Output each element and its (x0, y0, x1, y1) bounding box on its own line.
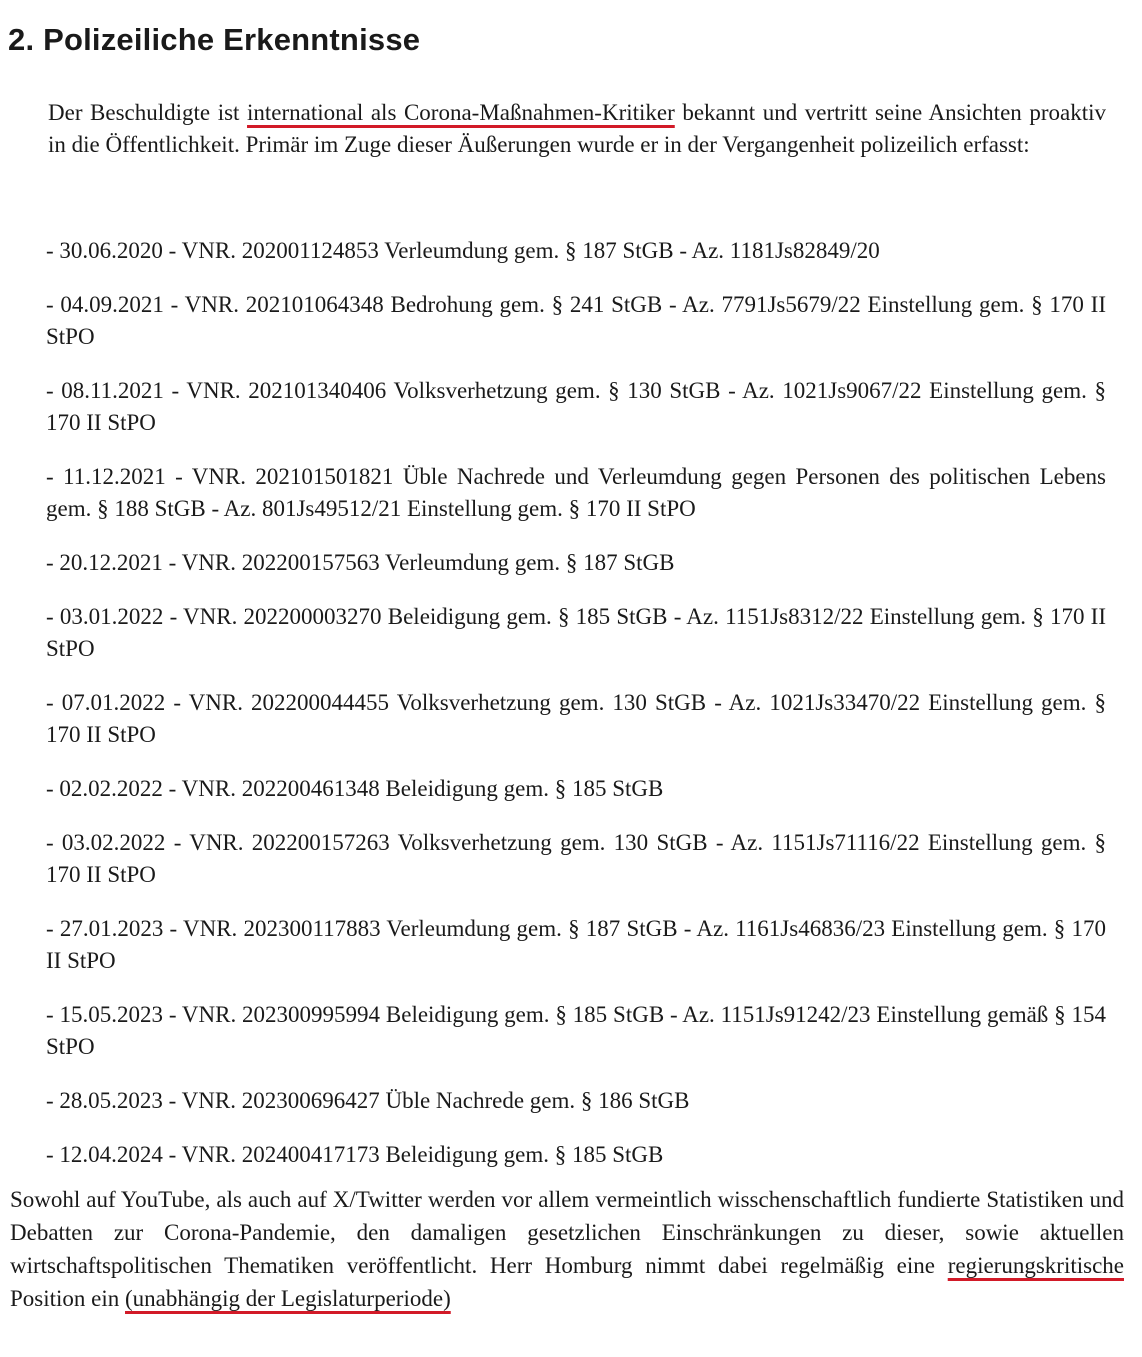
intro-text-end: bekannt und vertritt seine Ansichten proaktiv in die Öffentlichkeit. Primär im Zuge dieser Äußerungen wurde er in der Vergangenheit polizeilich erfasst: (48, 100, 1106, 157)
intro-highlight-underlined: international als Corona-Maßnahmen-Kritiker (247, 100, 675, 125)
record-entry: - 02.02.2022 - VNR. 202200461348 Beleidigung gem. § 185 StGB (46, 776, 664, 801)
record-entry: - 04.09.2021 - VNR. 202101064348 Bedrohung gem. § 241 StGB - Az. 7791Js5679/22 Einstellung gem. § 170 II StPO (46, 292, 1106, 349)
record-entry: - 12.04.2024 - VNR. 202400417173 Beleidigung gem. § 185 StGB (46, 1142, 664, 1167)
intro-text-start: Der Beschuldigte ist (48, 100, 248, 125)
record-entry: - 07.01.2022 - VNR. 202200044455 Volksverhetzung gem. 130 StGB - Az. 1021Js33470/22 Einstellung gem. § 170 II StPO (46, 690, 1106, 747)
record-entry: - 03.02.2022 - VNR. 202200157263 Volksverhetzung gem. 130 StGB - Az. 1151Js71116/22 Einstellung gem. § 170 II StPO (46, 830, 1106, 887)
record-entry: - 08.11.2021 - VNR. 202101340406 Volksverhetzung gem. § 130 StGB - Az. 1021Js9067/22 Einstellung gem. § 170 II StPO (46, 378, 1106, 435)
summary-text-start: Sowohl auf YouTube, als auch auf X/Twitter werden vor allem vermeintlich wisschenschaftlich fundierte Statistiken und Debatten zur Corona-Pandemie, den damaligen gesetzlichen Einschränkungen zu dieser, sowie aktuellen wirtschaftspolitischen Thematiken veröffentlicht. Herr Homburg nimmt dabei regelmäßig eine (10, 1187, 1124, 1278)
summary-highlight-legislatur: (unabhängig der Legislaturperiode) (125, 1286, 451, 1311)
record-entry: - 11.12.2021 - VNR. 202101501821 Üble Nachrede und Verleumdung gegen Personen des politischen Lebens gem. § 188 StGB - Az. 801Js49512/21 Einstellung gem. § 170 II StPO (46, 464, 1106, 521)
section-heading: 2. Polizeiliche Erkenntnisse (8, 22, 421, 57)
record-entry: - 27.01.2023 - VNR. 202300117883 Verleumdung gem. § 187 StGB - Az. 1161Js46836/23 Einstellung gem. § 170 II StPO (46, 916, 1106, 973)
record-entry: - 15.05.2023 - VNR. 202300995994 Beleidigung gem. § 185 StGB - Az. 1151Js91242/23 Einstellung gemäß § 154 StPO (46, 1002, 1106, 1059)
intro-paragraph (48, 97, 1106, 161)
record-entry: - 30.06.2020 - VNR. 202001124853 Verleumdung gem. § 187 StGB - Az. 1181Js82849/20 (46, 238, 880, 263)
summary-text-middle: Position ein (10, 1286, 126, 1311)
record-entry: - 28.05.2023 - VNR. 202300696427 Üble Nachrede gem. § 186 StGB (46, 1088, 690, 1113)
summary-paragraph (10, 1183, 1124, 1315)
police-records-list (46, 235, 1106, 1193)
record-entry: - 20.12.2021 - VNR. 202200157563 Verleumdung gem. § 187 StGB (46, 550, 675, 575)
record-entry: - 03.01.2022 - VNR. 202200003270 Beleidigung gem. § 185 StGB - Az. 1151Js8312/22 Einstellung gem. § 170 II StPO (46, 604, 1106, 661)
summary-highlight-regierungskritisch: regierungskritische (947, 1253, 1124, 1278)
